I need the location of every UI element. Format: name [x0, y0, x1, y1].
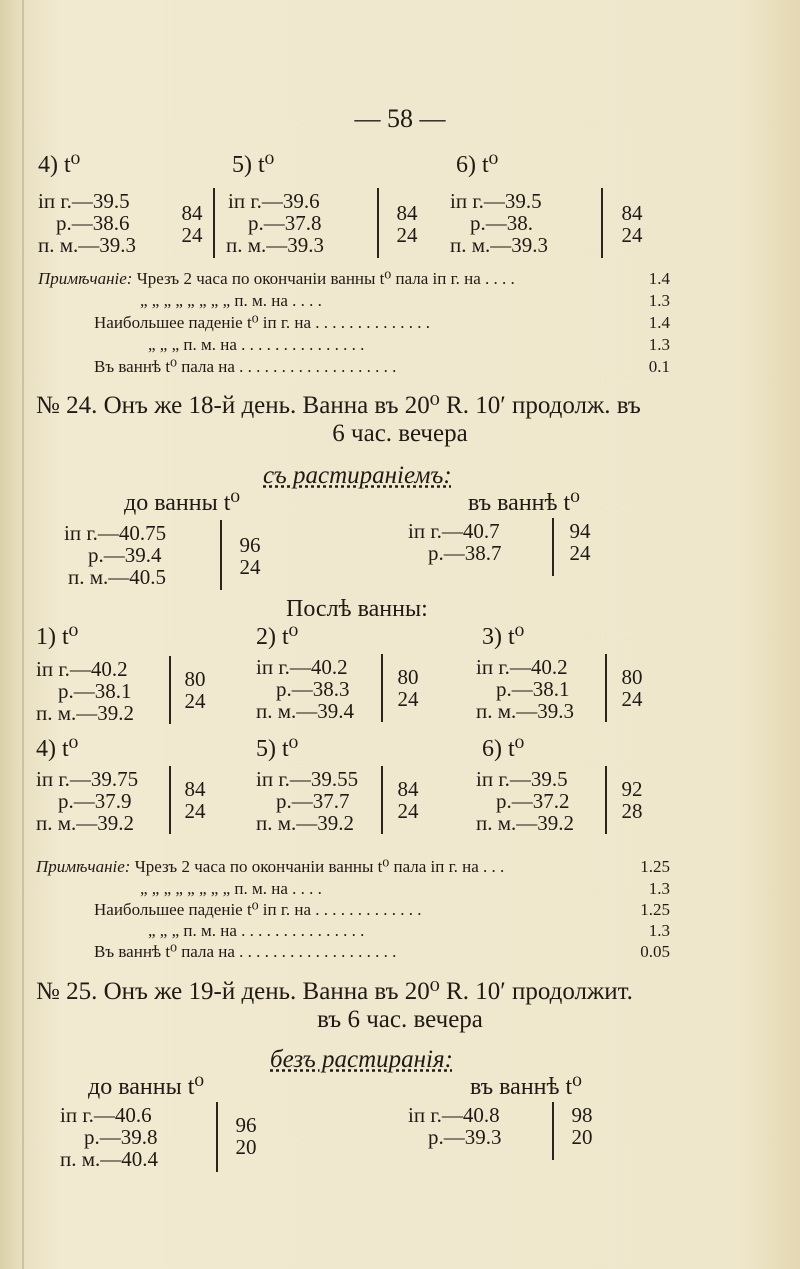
resp-value: 24: [396, 223, 418, 247]
reading-line: п. м.—39.2: [256, 811, 355, 835]
reading-line: п. м.—39.3: [476, 699, 575, 723]
note-line: „ „ „ „ „ „ „ „ п. м. на . . . .: [140, 879, 322, 898]
binding-edge: [22, 0, 24, 1269]
resp-value: 24: [181, 223, 203, 247]
pulse-value: 80: [184, 667, 206, 691]
column-rule: [605, 766, 607, 834]
column-rule: [216, 1102, 218, 1172]
col-head-3: 3) t⁰: [482, 624, 525, 650]
resp-value: 24: [397, 687, 419, 711]
column-rule: [552, 1102, 554, 1160]
resp-value: 24: [569, 541, 591, 565]
resp-value: 24: [184, 799, 206, 823]
reading-line: р.—38.1: [496, 677, 570, 701]
section-title: № 24. Онъ же 18-й день. Ванна въ 20⁰ R. 10′ продолж. въ: [36, 392, 641, 419]
pulse-value: 96: [235, 1113, 257, 1137]
reading-line: п. м.—40.5: [68, 565, 167, 589]
reading-line: р.—38.6: [56, 211, 130, 235]
col-head-1: 1) t⁰: [36, 624, 79, 650]
note-line: Въ ваннѣ t⁰ пала на . . . . . . . . . . . . . . . . . . .: [94, 357, 397, 376]
note-value: 1.3: [648, 291, 670, 310]
reading-line: іп г.—40.75: [64, 521, 167, 545]
section-title: № 25. Онъ же 19-й день. Ванна въ 20⁰ R. 10′ продолжит.: [36, 978, 633, 1005]
note-line: „ „ „ п. м. на . . . . . . . . . . . . . . .: [148, 335, 365, 354]
reading-line: іп г.—39.5: [476, 767, 568, 791]
reading-line: іп г.—39.5: [38, 189, 130, 213]
reading-line: іп г.—40.7: [408, 519, 500, 543]
in-bath-head: въ ваннѣ t⁰: [470, 1074, 582, 1100]
resp-value: 24: [239, 555, 261, 579]
reading-line: іп г.—39.5: [450, 189, 542, 213]
reading-line: р.—38.7: [428, 541, 502, 565]
pulse-value: 96: [239, 533, 261, 557]
resp-value: 24: [184, 689, 206, 713]
note-value: 1.3: [648, 921, 670, 940]
reading-line: р.—37.2: [496, 789, 570, 813]
col-head-6: 6) t⁰: [456, 152, 499, 178]
col-head-5: 5) t⁰: [256, 736, 299, 762]
col-head-6: 6) t⁰: [482, 736, 525, 762]
reading-line: р.—37.9: [58, 789, 132, 813]
note-line: „ „ „ „ „ „ „ „ п. м. на . . . .: [140, 291, 322, 310]
reading-line: п. м.—39.2: [36, 811, 135, 835]
page-number: — 58 —: [354, 104, 446, 133]
col-head-5: 5) t⁰: [232, 152, 275, 178]
bath-mode: безъ растиранія:: [270, 1046, 453, 1073]
col-head-4: 4) t⁰: [36, 736, 79, 762]
note-line: Въ ваннѣ t⁰ пала на . . . . . . . . . . . . . . . . . . .: [94, 942, 397, 961]
before-bath-head: до ванны t⁰: [124, 490, 240, 516]
reading-line: п. м.—39.2: [36, 701, 135, 725]
resp-value: 28: [621, 799, 643, 823]
reading-line: іп г.—39.75: [36, 767, 139, 791]
column-rule: [169, 766, 171, 834]
column-rule: [552, 518, 554, 576]
reading-line: п. м.—39.3: [450, 233, 549, 257]
note-value: 0.1: [648, 357, 670, 376]
reading-line: іп г.—40.8: [408, 1103, 500, 1127]
reading-line: п. м.—39.3: [226, 233, 325, 257]
note-value: 1.3: [648, 879, 670, 898]
reading-line: р.—39.8: [84, 1125, 158, 1149]
in-bath-head: въ ваннѣ t⁰: [468, 490, 580, 516]
note-line: Примѣчаніе: Чрезъ 2 часа по окончаніи ванны t⁰ пала іп г. на . . .: [36, 857, 505, 876]
pulse-value: 84: [396, 201, 418, 225]
column-rule: [381, 654, 383, 722]
note-value: 1.4: [648, 269, 670, 288]
note-value: 1.4: [648, 313, 670, 332]
reading-line: р.—38.1: [58, 679, 132, 703]
bath-mode: съ растираніемъ:: [263, 462, 452, 489]
before-bath-head: до ванны t⁰: [88, 1074, 204, 1100]
note-value: 1.25: [640, 900, 670, 919]
reading-line: р.—39.4: [88, 543, 162, 567]
note-line: Наибольшее паденіе t⁰ іп г. на . . . . . . . . . . . . .: [94, 900, 422, 919]
column-rule: [605, 654, 607, 722]
resp-value: 24: [397, 799, 419, 823]
note-value: 0.05: [640, 942, 670, 961]
section-subtitle: въ 6 час. вечера: [317, 1006, 483, 1033]
column-rule: [213, 188, 215, 258]
column-rule: [601, 188, 603, 258]
col-head-2: 2) t⁰: [256, 624, 299, 650]
resp-value: 24: [621, 223, 643, 247]
section-subtitle: 6 час. вечера: [332, 420, 468, 447]
resp-value: 24: [621, 687, 643, 711]
reading-line: іп г.—40.2: [476, 655, 568, 679]
pulse-value: 80: [397, 665, 419, 689]
resp-value: 20: [235, 1135, 257, 1159]
note-label: Примѣчаніе:: [36, 857, 131, 876]
pulse-value: 98: [571, 1103, 593, 1127]
note-value: 1.3: [648, 335, 670, 354]
pulse-value: 94: [569, 519, 591, 543]
reading-line: р.—37.7: [276, 789, 350, 813]
reading-line: іп г.—40.2: [256, 655, 348, 679]
note-label: Примѣчаніе:: [38, 269, 133, 288]
pulse-value: 84: [621, 201, 643, 225]
resp-value: 20: [571, 1125, 593, 1149]
reading-line: п. м.—39.2: [476, 811, 575, 835]
reading-line: іп г.—39.55: [256, 767, 359, 791]
column-rule: [377, 188, 379, 258]
reading-line: іп г.—40.6: [60, 1103, 152, 1127]
pulse-value: 84: [184, 777, 206, 801]
note-line: Наибольшее паденіе t⁰ іп г. на . . . . . . . . . . . . . .: [94, 313, 431, 332]
pulse-value: 80: [621, 665, 643, 689]
column-rule: [381, 766, 383, 834]
reading-line: р.—37.8: [248, 211, 322, 235]
after-bath-head: Послѣ ванны:: [286, 596, 428, 622]
reading-line: р.—38.: [470, 211, 533, 235]
pulse-value: 84: [397, 777, 419, 801]
column-rule: [169, 656, 171, 724]
note-line: „ „ „ п. м. на . . . . . . . . . . . . . . .: [148, 921, 365, 940]
reading-line: п. м.—39.4: [256, 699, 355, 723]
col-head-4: 4) t⁰: [38, 152, 81, 178]
reading-line: п. м.—39.3: [38, 233, 137, 257]
reading-line: іп г.—39.6: [228, 189, 320, 213]
column-rule: [220, 520, 222, 590]
reading-line: п. м.—40.4: [60, 1147, 159, 1171]
pulse-value: 84: [181, 201, 203, 225]
reading-line: р.—38.3: [276, 677, 350, 701]
note-value: 1.25: [640, 857, 670, 876]
reading-line: іп г.—40.2: [36, 657, 128, 681]
pulse-value: 92: [621, 777, 643, 801]
note-line: Примѣчаніе: Чрезъ 2 часа по окончаніи ванны t⁰ пала іп г. на . . . .: [38, 269, 515, 288]
reading-line: р.—39.3: [428, 1125, 502, 1149]
